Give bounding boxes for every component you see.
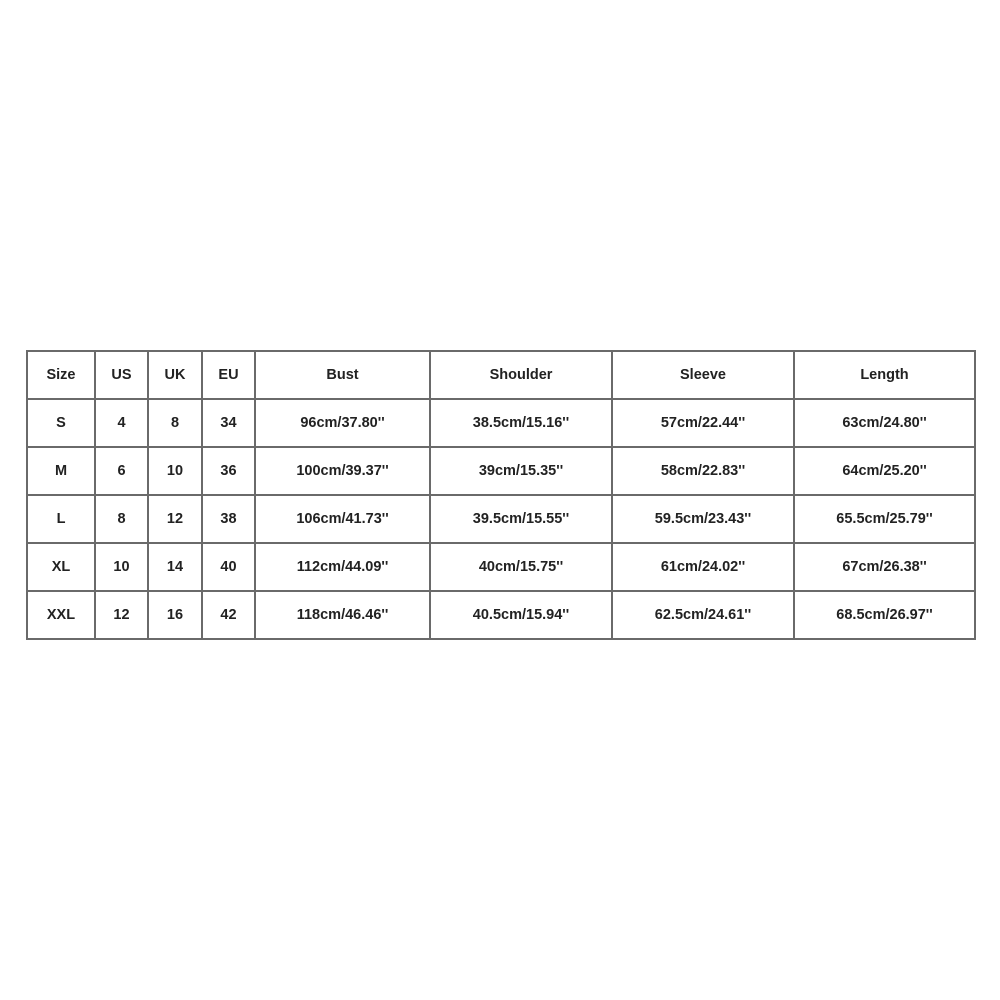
cell-uk: 16 <box>148 591 202 639</box>
cell-uk: 10 <box>148 447 202 495</box>
table-row <box>27 591 975 639</box>
cell-shoulder: 39cm/15.35'' <box>430 447 612 495</box>
cell-shoulder: 38.5cm/15.16'' <box>430 399 612 447</box>
cell-length: 68.5cm/26.97'' <box>794 591 975 639</box>
cell-eu: 36 <box>202 447 255 495</box>
cell-uk: 8 <box>148 399 202 447</box>
cell-size: M <box>27 447 95 495</box>
table-row <box>27 447 975 495</box>
header-us: US <box>95 351 148 399</box>
cell-uk: 12 <box>148 495 202 543</box>
cell-shoulder: 40cm/15.75'' <box>430 543 612 591</box>
cell-us: 8 <box>95 495 148 543</box>
cell-eu: 42 <box>202 591 255 639</box>
header-sleeve: Sleeve <box>612 351 794 399</box>
header-shoulder: Shoulder <box>430 351 612 399</box>
cell-bust: 118cm/46.46'' <box>255 591 430 639</box>
table-row <box>27 495 975 543</box>
cell-eu: 40 <box>202 543 255 591</box>
header-length: Length <box>794 351 975 399</box>
cell-sleeve: 59.5cm/23.43'' <box>612 495 794 543</box>
header-eu: EU <box>202 351 255 399</box>
cell-us: 4 <box>95 399 148 447</box>
cell-bust: 100cm/39.37'' <box>255 447 430 495</box>
cell-uk: 14 <box>148 543 202 591</box>
cell-bust: 112cm/44.09'' <box>255 543 430 591</box>
cell-size: L <box>27 495 95 543</box>
header-row <box>27 351 975 399</box>
cell-bust: 96cm/37.80'' <box>255 399 430 447</box>
cell-size: XL <box>27 543 95 591</box>
header-bust: Bust <box>255 351 430 399</box>
cell-length: 64cm/25.20'' <box>794 447 975 495</box>
cell-size: S <box>27 399 95 447</box>
cell-size: XXL <box>27 591 95 639</box>
cell-length: 63cm/24.80'' <box>794 399 975 447</box>
header-uk: UK <box>148 351 202 399</box>
cell-sleeve: 58cm/22.83'' <box>612 447 794 495</box>
cell-us: 10 <box>95 543 148 591</box>
cell-us: 6 <box>95 447 148 495</box>
table-row <box>27 399 975 447</box>
cell-bust: 106cm/41.73'' <box>255 495 430 543</box>
cell-eu: 34 <box>202 399 255 447</box>
header-size: Size <box>27 351 95 399</box>
cell-sleeve: 57cm/22.44'' <box>612 399 794 447</box>
cell-shoulder: 39.5cm/15.55'' <box>430 495 612 543</box>
cell-eu: 38 <box>202 495 255 543</box>
size-chart-table <box>26 350 976 640</box>
cell-us: 12 <box>95 591 148 639</box>
table-row <box>27 543 975 591</box>
cell-length: 65.5cm/25.79'' <box>794 495 975 543</box>
cell-length: 67cm/26.38'' <box>794 543 975 591</box>
cell-shoulder: 40.5cm/15.94'' <box>430 591 612 639</box>
cell-sleeve: 62.5cm/24.61'' <box>612 591 794 639</box>
cell-sleeve: 61cm/24.02'' <box>612 543 794 591</box>
